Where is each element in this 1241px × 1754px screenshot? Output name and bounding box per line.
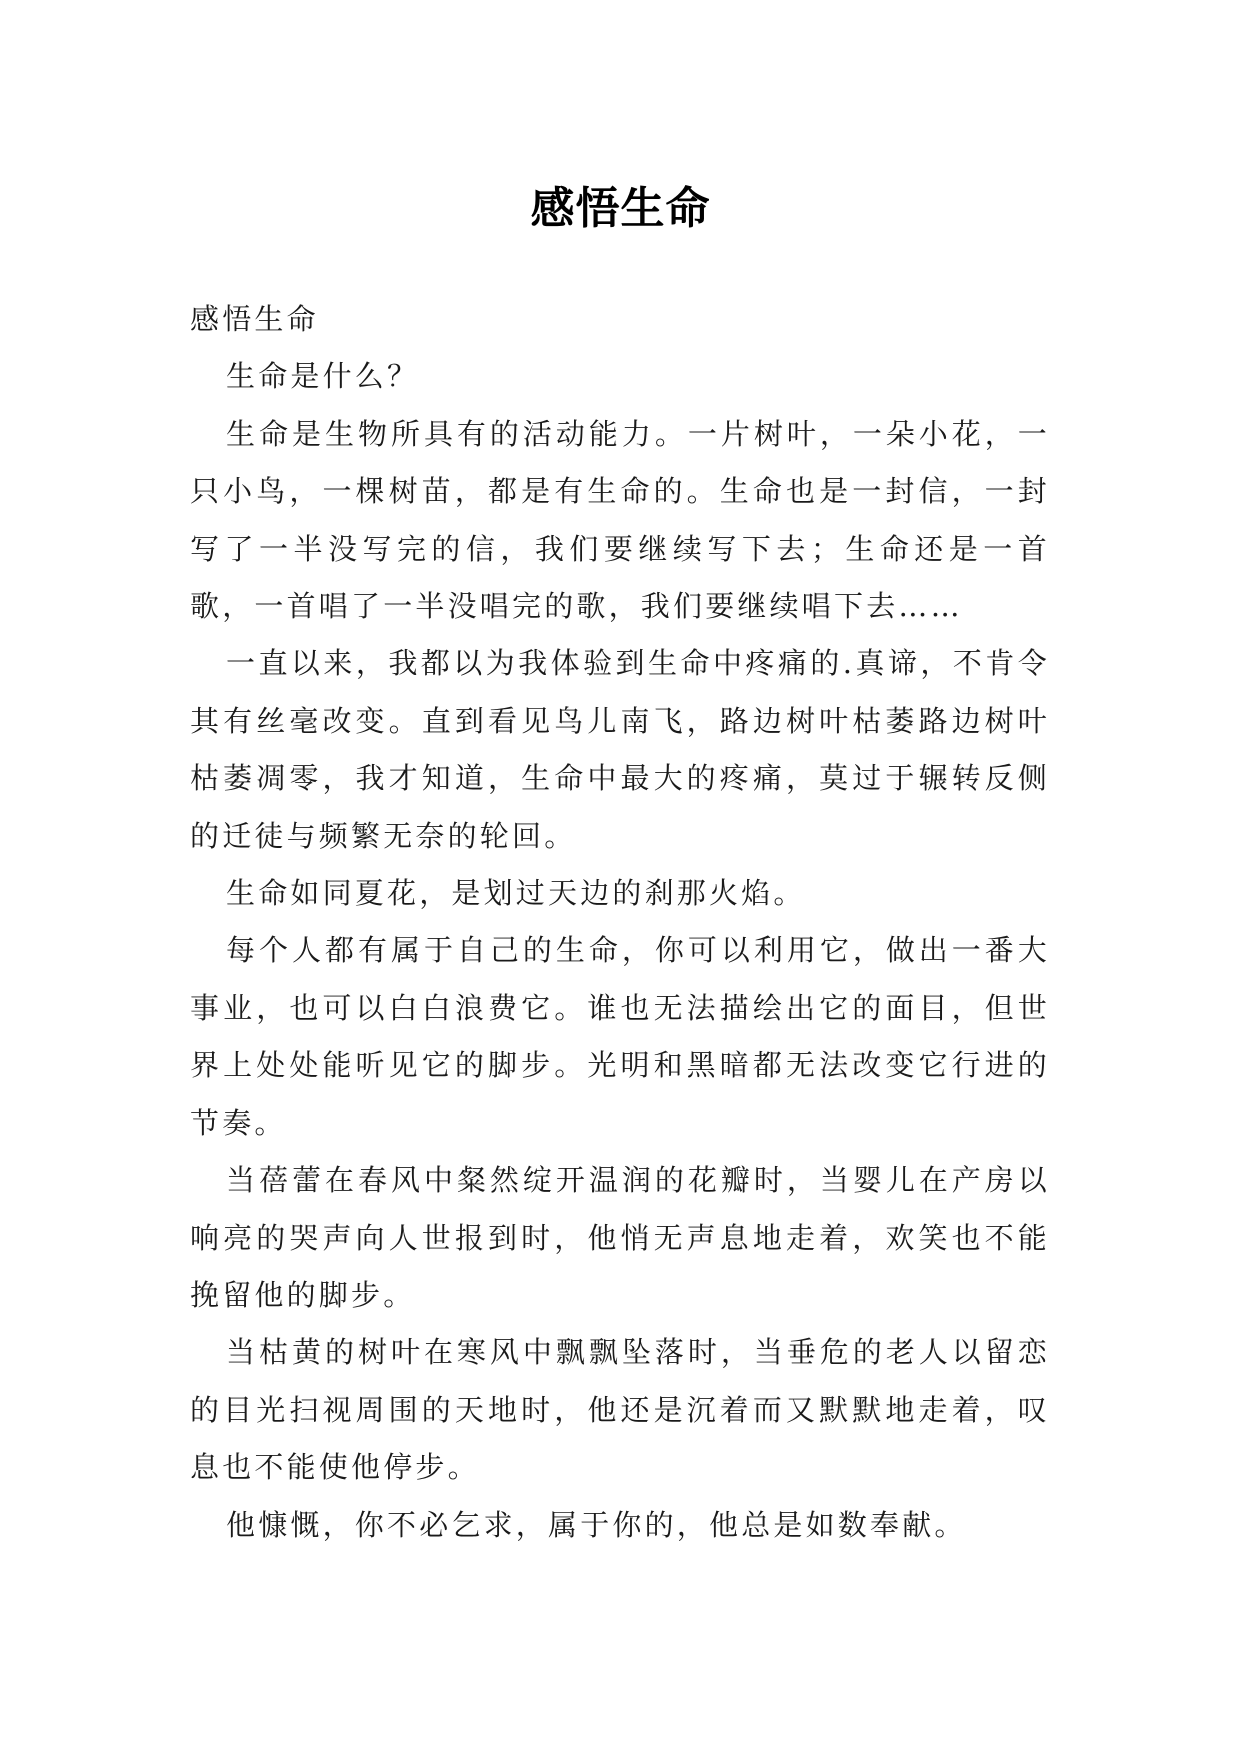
document-body [190,291,1050,1554]
document-title: 感悟生命 [530,183,711,235]
paragraph: 当枯黄的树叶在寒风中飘飘坠落时，当垂危的老人以留恋的目光扫视周围的天地时，他还是沉着而又默默地走着，叹息也不能使他停步。 [190,1335,1050,1485]
paragraph: 生命如同夏花，是划过天边的刹那火焰。 [226,876,806,911]
paragraph: 生命是什么？ [226,359,420,394]
paragraph: 他慷慨，你不必乞求，属于你的，他总是如数奉献。 [226,1507,967,1542]
paragraph: 当蓓蕾在春风中粲然绽开温润的花瓣时，当婴儿在产房以响亮的哭声向人世报到时，他悄无声息地走着，欢笑也不能挽留他的脚步。 [190,1163,1050,1312]
paragraph: 生命是生物所具有的活动能力。一片树叶，一朵小花，一只小鸟，一棵树苗，都是有生命的。生命也是一封信，一封写了一半没写完的信，我们要继续写下去；生命还是一首歌，一首唱了一半没唱完的歌，我们要继续唱下去…… [190,416,1050,624]
paragraph: 每个人都有属于自己的生命，你可以利用它，做出一番大事业，也可以白白浪费它。谁也无法描绘出它的面目，但世界上处处能听见它的脚步。光明和黑暗都无法改变它行进的节奏。 [190,933,1050,1140]
paragraph: 感悟生命 [190,302,319,336]
paragraph: 一直以来，我都以为我体验到生命中疼痛的.真谛，不肯令其有丝毫改变。直到看见鸟儿南飞，路边树叶枯萎路边树叶枯萎凋零，我才知道，生命中最大的疼痛，莫过于辗转反侧的迁徒与频繁无奈的轮回。 [190,646,1050,853]
